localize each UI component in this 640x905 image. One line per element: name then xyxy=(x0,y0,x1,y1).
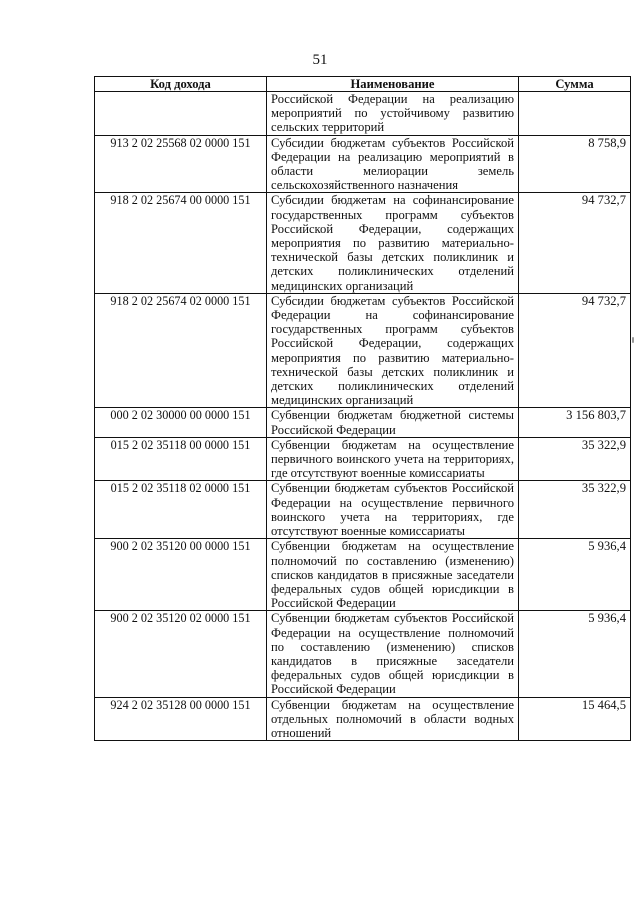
cell-sum: 35 322,9 xyxy=(519,481,631,539)
table-row xyxy=(95,539,631,611)
table-row xyxy=(95,408,631,437)
cell-code: 918 2 02 25674 00 0000 151 xyxy=(95,193,267,293)
cell-code: 918 2 02 25674 02 0000 151 xyxy=(95,293,267,408)
cell-code: 000 2 02 30000 00 0000 151 xyxy=(95,408,267,437)
table-row xyxy=(95,697,631,741)
cell-name: Субвенции бюджетам на осуществление отдельных полномочий в области водных отношений xyxy=(267,697,519,741)
cell-name: Российской Федерации на реализацию мероприятий по устойчивому развитию сельских территорий xyxy=(267,92,519,136)
table-row xyxy=(95,437,631,481)
page-number: 51 xyxy=(312,52,328,68)
header-row xyxy=(95,77,631,92)
cell-name: Субвенции бюджетам субъектов Российской Федерации на осуществление полномочий по составлению (изменению) списков кандидатов в присяжные заседатели федеральных судов общей юрисдикции в Российской Федерации xyxy=(267,611,519,697)
cell-code: 913 2 02 25568 02 0000 151 xyxy=(95,135,267,193)
cell-sum xyxy=(519,92,631,136)
cell-name: Субвенции бюджетам на осуществление полномочий по составлению (изменению) списков кандидатов в присяжные заседатели федеральных судов общей юрисдикции в Российской Федерации xyxy=(267,539,519,611)
table-row xyxy=(95,481,631,539)
table-header xyxy=(95,77,631,92)
header-name: Наименование xyxy=(267,77,519,92)
cell-name: Субсидии бюджетам субъектов Российской Федерации на софинансирование государственных программ субъектов Российской Федерации, содержащих мероприятия по развитию материально-технической базы детских поликлиник и детских поликлинических отделений медицинских организаций xyxy=(267,293,519,408)
cell-sum: 5 936,4 xyxy=(519,611,631,697)
table-row xyxy=(95,611,631,697)
scan-artifact-mark xyxy=(632,337,634,343)
cell-code: 015 2 02 35118 02 0000 151 xyxy=(95,481,267,539)
cell-sum: 15 464,5 xyxy=(519,697,631,741)
table-body xyxy=(95,92,631,741)
cell-name: Субсидии бюджетам на софинансирование государственных программ субъектов Российской Федерации, содержащих мероприятия по развитию материально-технической базы детских поликлиник и детских поликлинических отделений медицинских организаций xyxy=(267,193,519,293)
cell-sum: 94 732,7 xyxy=(519,293,631,408)
cell-name: Субсидии бюджетам субъектов Российской Федерации на реализацию мероприятий в области мелиорации земель сельскохозяйственного назначения xyxy=(267,135,519,193)
cell-code: 015 2 02 35118 00 0000 151 xyxy=(95,437,267,481)
cell-sum: 8 758,9 xyxy=(519,135,631,193)
cell-sum: 3 156 803,7 xyxy=(519,408,631,437)
cell-code xyxy=(95,92,267,136)
table-row xyxy=(95,293,631,408)
cell-code: 900 2 02 35120 02 0000 151 xyxy=(95,611,267,697)
cell-sum: 5 936,4 xyxy=(519,539,631,611)
cell-sum: 35 322,9 xyxy=(519,437,631,481)
revenue-table xyxy=(94,76,631,741)
cell-sum: 94 732,7 xyxy=(519,193,631,293)
cell-name: Субвенции бюджетам бюджетной системы Российской Федерации xyxy=(267,408,519,437)
cell-name: Субвенции бюджетам на осуществление первичного воинского учета на территориях, где отсутствуют военные комиссариаты xyxy=(267,437,519,481)
cell-code: 924 2 02 35128 00 0000 151 xyxy=(95,697,267,741)
cell-name: Субвенции бюджетам субъектов Российской Федерации на осуществление первичного воинского учета на территориях, где отсутствуют военные комиссариаты xyxy=(267,481,519,539)
header-code: Код дохода xyxy=(95,77,267,92)
header-sum: Сумма xyxy=(519,77,631,92)
cell-code: 900 2 02 35120 00 0000 151 xyxy=(95,539,267,611)
table-row xyxy=(95,193,631,293)
table-row xyxy=(95,135,631,193)
table-row xyxy=(95,92,631,136)
